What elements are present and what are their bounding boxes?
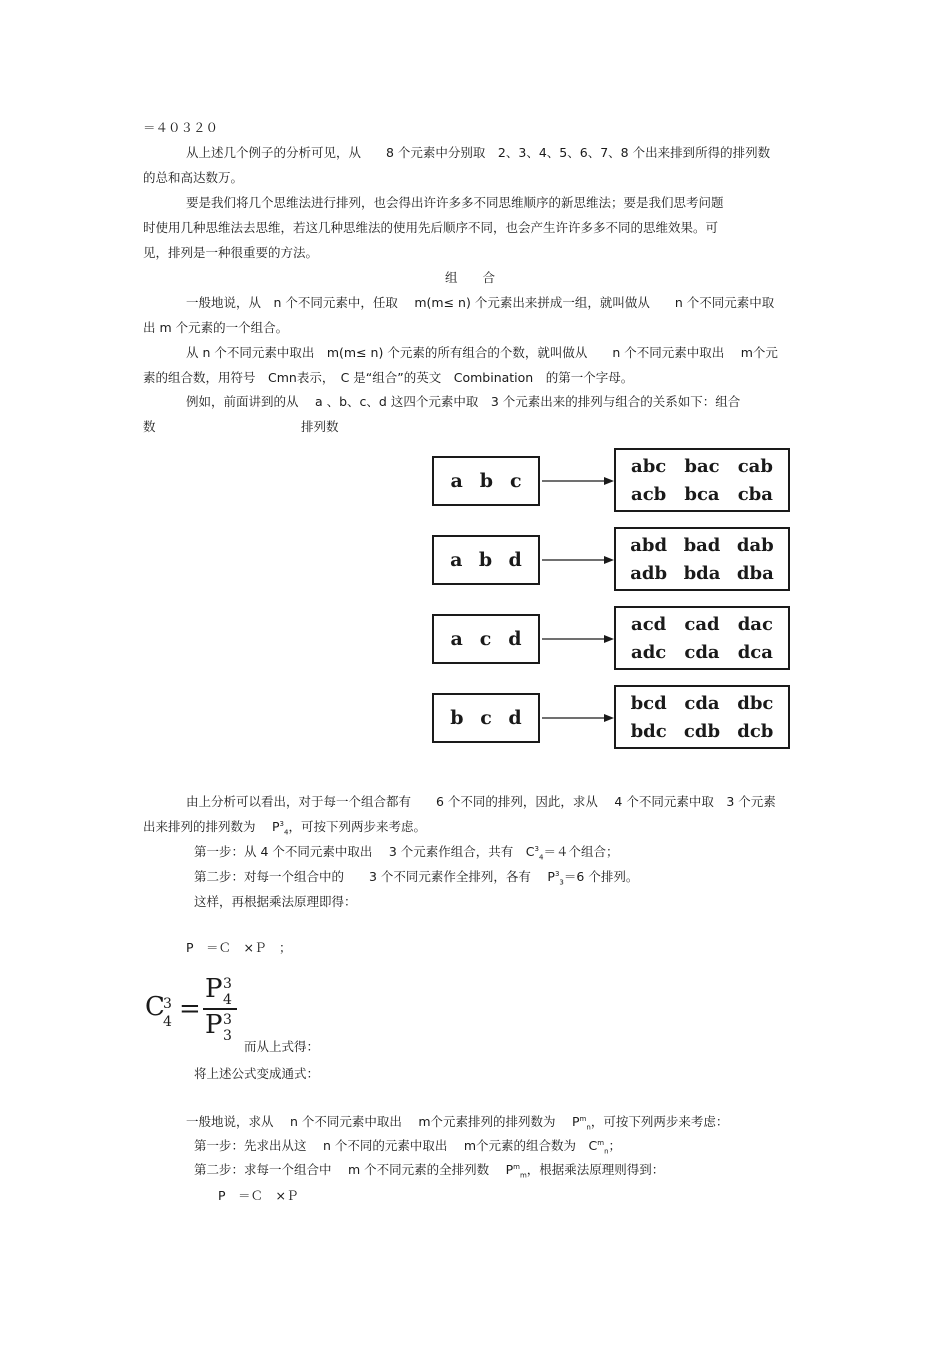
permutation-item: acb	[631, 483, 667, 505]
permutation-item: bdc	[630, 720, 667, 742]
arrow-icon	[542, 634, 614, 644]
permutation-item: dab	[736, 534, 774, 556]
step-two: 第二步：对每一个组合中的 3 个不同元素作全排列，各有 $P^3_3=6$ 个排列。	[194, 869, 639, 887]
combination-box	[432, 456, 540, 506]
permutation-item: cab	[737, 455, 773, 477]
general-formula: P ＝Ｃ ×Ｐ	[218, 1188, 299, 1203]
permutation-item: cba	[737, 483, 773, 505]
permutation-box	[614, 527, 790, 591]
combination-box	[432, 614, 540, 664]
combination-letter: c	[480, 707, 492, 729]
paragraph-line: 素的组合数，用符号 Cmn表示， C 是“组合”的英文 Combination 的第一个字母。	[143, 370, 634, 385]
permutation-item: bac	[684, 455, 720, 477]
permutation-item: dac	[737, 613, 773, 635]
formula-numerator: P	[205, 974, 223, 1004]
permutation-item: bca	[684, 483, 720, 505]
permutation-item: dcb	[737, 720, 774, 742]
paragraph-line: 要是我们将几个思维法进行排列，也会得出许许多多不同思维顺序的新思维法；要是我们思考问题	[186, 195, 724, 210]
permutation-item: acd	[631, 613, 667, 635]
paragraph-line: 从上述几个例子的分析可见，从 8 个元素中分别取 2、3、4、5、6、7、8 个出来排到所得的排列数	[186, 145, 771, 160]
permutation-item: bcd	[630, 692, 667, 714]
paragraph-line: 将上述公式变成通式：	[194, 1066, 320, 1081]
formula-lhs-sup: 3	[163, 996, 172, 1012]
permutation-item: bda	[683, 562, 721, 584]
step-one: 第一步：从 4 个不同元素中取出 3 个元素作组合，共有 $C^3_4=4$个组合；	[194, 844, 619, 862]
combination-formula	[145, 974, 241, 1046]
combination-letter: a	[450, 549, 463, 571]
permutation-item: cdb	[683, 720, 721, 742]
permutation-item: adb	[630, 562, 668, 584]
paragraph-line: 时使用几种思维法去思维，若这几种思维法的使用先后顺序不同，也会产生许许多多不同的思维效果。可	[143, 220, 719, 235]
formula-num-sub: 4	[223, 992, 232, 1008]
paragraph-line: 从 n 个不同元素中取出 m(m≤ n) 个元素的所有组合的个数，就叫做从 n 个不同元素中取出 m个元	[186, 345, 778, 360]
combination-letter: b	[450, 707, 464, 729]
permutation-box	[614, 606, 790, 670]
combination-letter: c	[509, 470, 522, 492]
formula-equals: =	[179, 994, 201, 1024]
paragraph-line: 出 m 个元素的一个组合。	[143, 320, 289, 335]
step-one-general: 第一步：先求出从这 n 个不同的元素中取出 m个元素的组合数为 $C^m_n$；	[194, 1138, 622, 1156]
combination-letter: d	[508, 628, 522, 650]
permutation-box	[614, 448, 790, 512]
paragraph-line: 的总和高达数万。	[143, 170, 244, 185]
permutation-item: dbc	[737, 692, 774, 714]
formula-lhs: C	[145, 992, 165, 1022]
permutation-item: cda	[684, 692, 720, 714]
permutation-item: adc	[631, 641, 667, 663]
paragraph-line: 这样，再根据乘法原理即得：	[194, 894, 357, 909]
combination-permutation-diagram	[432, 448, 792, 758]
permutation-box	[614, 685, 790, 749]
paragraph-line: 由上分析可以看出，对于每一个组合都有 6 个不同的排列，因此，求从 4 个不同元素中取 3 个元素	[186, 794, 776, 809]
combination-letter: a	[450, 470, 463, 492]
formula-num-sup: 3	[223, 976, 232, 992]
section-heading: 组 合	[445, 270, 496, 285]
combination-box	[432, 535, 540, 585]
permutation-item: bad	[683, 534, 721, 556]
formula-lhs-sub: 4	[163, 1014, 172, 1030]
paragraph-line: 而从上式得：	[244, 1039, 320, 1054]
result-line: ＝４０３２０	[143, 120, 219, 135]
label-permutations: 排列数	[301, 419, 339, 434]
paragraph-line: 见，排列是一种很重要的方法。	[143, 245, 319, 260]
formula-den-sub: 3	[223, 1028, 232, 1044]
arrow-icon	[542, 476, 614, 486]
paragraph-line: 一般地说，从 n 个不同元素中，任取 m(m≤ n) 个元素出来拼成一组，就叫做从 n 个不同元素中取	[186, 295, 775, 310]
paragraph-line: 例如，前面讲到的从 a 、b、c、d 这四个元素中取 3 个元素出来的排列与组合的关系如下：组合	[186, 394, 741, 409]
permutation-item: dba	[736, 562, 774, 584]
combination-letter: b	[478, 549, 493, 571]
permutation-item: cad	[684, 613, 720, 635]
combination-letter: a	[450, 628, 463, 650]
formula-line: P ＝Ｃ ×Ｐ ；	[186, 940, 292, 955]
permutation-item: abc	[631, 455, 667, 477]
combination-letter: c	[479, 628, 492, 650]
paragraph-line: 一般地说，求从 n 个不同元素中取出 m个元素排列的排列数为 $P^m_n$，可按下列两步来考虑：	[186, 1114, 729, 1132]
combination-letter: b	[479, 470, 494, 492]
permutation-item: abd	[630, 534, 668, 556]
combination-letter: d	[508, 549, 522, 571]
combination-box	[432, 693, 540, 743]
label-combinations: 数	[143, 419, 156, 434]
arrow-icon	[542, 555, 614, 565]
step-two-general: 第二步：求每一个组合中 m 个不同元素的全排列数 $P^m_m$，根据乘法原理则得到：	[194, 1162, 665, 1180]
permutation-item: cda	[684, 641, 720, 663]
formula-denominator: P	[205, 1010, 223, 1040]
paragraph-line: 出来排列的排列数为 $P^3_4$，可按下列两步来考虑。	[143, 819, 426, 837]
permutation-item: dca	[737, 641, 773, 663]
arrow-icon	[542, 713, 614, 723]
combination-letter: d	[508, 707, 522, 729]
formula-den-sup: 3	[223, 1012, 232, 1028]
